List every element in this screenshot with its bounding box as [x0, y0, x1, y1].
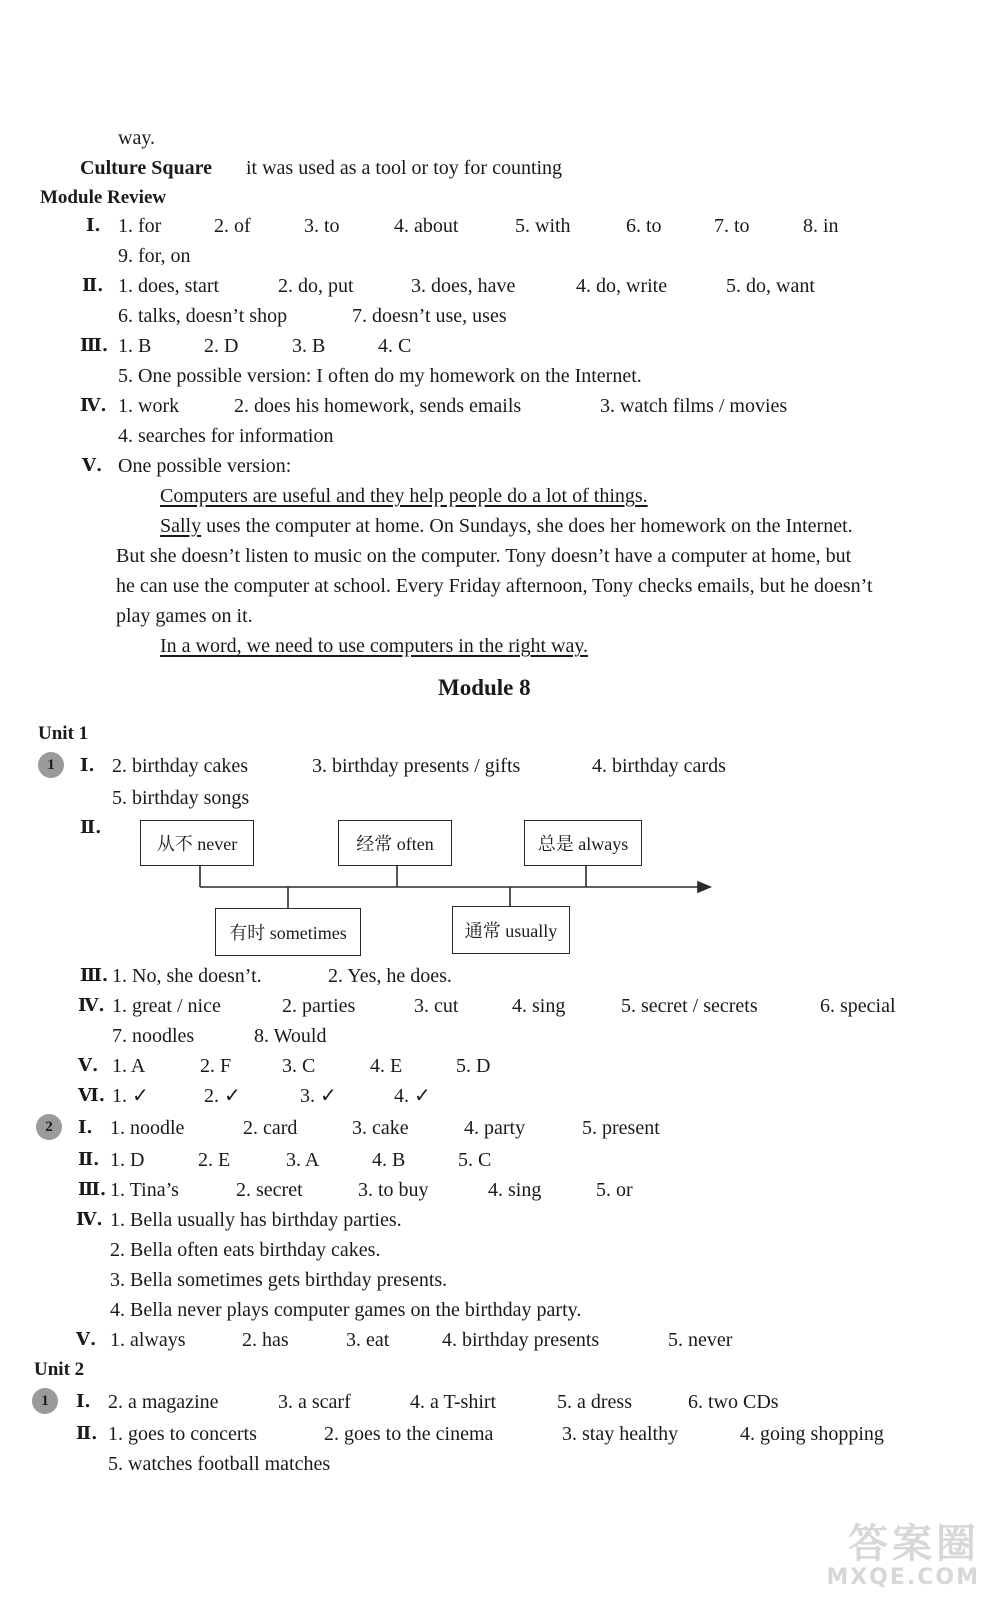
answer: 2. D — [204, 335, 239, 357]
answer: 5. One possible version: I often do my homework on the Internet. — [118, 365, 642, 387]
answer: 8. in — [803, 215, 839, 237]
section-number: Ⅱ. — [78, 1149, 100, 1170]
answer: 4. C — [378, 335, 412, 357]
section-number: Ⅱ. — [82, 275, 104, 296]
answer: 2. ✓ — [204, 1085, 241, 1107]
culture-square-label: Culture Square — [80, 157, 213, 179]
answer: 3. birthday presents / gifts — [312, 755, 521, 777]
answer: 4. about — [394, 215, 459, 237]
answer: 3. B — [292, 335, 326, 357]
section-number: Ⅱ. — [76, 1423, 98, 1444]
answer: 3. cake — [352, 1117, 409, 1139]
watermark-logo — [826, 1522, 980, 1590]
essay-line: Computers are useful and they help people do a lot of things. — [160, 485, 648, 507]
answer: 3. C — [282, 1055, 316, 1077]
essay-line: In a word, we need to use computers in the right way. — [160, 635, 589, 657]
answer: 3. to — [304, 215, 340, 237]
answer: 1. always — [110, 1329, 186, 1351]
answer: 3. cut — [414, 995, 459, 1017]
module-review-heading: Module Review — [40, 187, 167, 208]
answer: 1. ✓ — [112, 1085, 149, 1107]
answer: 5. C — [458, 1149, 492, 1171]
answer: 3. stay healthy — [562, 1423, 679, 1445]
answer: 1. D — [110, 1149, 145, 1171]
answer: 5. never — [668, 1329, 733, 1351]
answer: 5. present — [582, 1117, 660, 1139]
section-number: Ⅰ. — [80, 755, 95, 776]
answer: 6. talks, doesn’t shop — [118, 305, 288, 327]
answer: 4. sing — [488, 1179, 542, 1201]
answer: 1. Bella usually has birthday parties. — [110, 1209, 402, 1231]
answer: 5. do, want — [726, 275, 815, 297]
arrow-head-icon — [698, 882, 710, 892]
answer: 4. birthday cards — [592, 755, 726, 777]
answer: 1. A — [112, 1055, 146, 1077]
answer: 2. Yes, he does. — [328, 965, 452, 987]
answer: 3. a scarf — [278, 1391, 351, 1413]
answer: 2. parties — [282, 995, 356, 1017]
answer: 6. two CDs — [688, 1391, 779, 1413]
answer: 9. for, on — [118, 245, 191, 267]
answer: 5. birthday songs — [112, 787, 250, 809]
answer: 2. Bella often eats birthday cakes. — [110, 1239, 381, 1261]
carry-over-line: way. — [118, 127, 156, 149]
essay-underlined-word: Sally — [160, 515, 202, 537]
section-number: Ⅲ. — [80, 965, 109, 986]
section-number: Ⅵ. — [78, 1085, 105, 1106]
answer: 2. E — [198, 1149, 231, 1171]
answer: 1. Tina’s — [110, 1179, 179, 1201]
answer: 5. or — [596, 1179, 633, 1201]
answer: 1. for — [118, 215, 162, 237]
unit-heading: Unit 2 — [34, 1359, 85, 1380]
answer: 4. ✓ — [394, 1085, 431, 1107]
answer: 2. has — [242, 1329, 289, 1351]
answer: 2. birthday cakes — [112, 755, 249, 777]
answer: 4. Bella never plays computer games on the birthday party. — [110, 1299, 582, 1321]
answer: 2. do, put — [278, 275, 354, 297]
answer: 2. of — [214, 215, 251, 237]
essay-line: play games on it. — [116, 605, 253, 627]
answer: 1. No, she doesn’t. — [112, 965, 262, 987]
answer: 4. sing — [512, 995, 566, 1017]
answer: 4. do, write — [576, 275, 668, 297]
answer: 3. A — [286, 1149, 320, 1171]
essay-line: he can use the computer at school. Every Friday afternoon, Tony checks emails, but he doesn’t — [116, 575, 873, 597]
answer: 6. special — [820, 995, 896, 1017]
answer: 4. going shopping — [740, 1423, 884, 1445]
watermark-text: 答案圈 — [848, 1521, 980, 1567]
answer: 2. does his homework, sends emails — [234, 395, 522, 417]
frequency-box-sometimes: 有时 sometimes — [215, 908, 361, 956]
answer: 4. searches for information — [118, 425, 334, 447]
frequency-box-often: 经常 often — [338, 820, 452, 866]
answer: 7. noodles — [112, 1025, 195, 1047]
period-badge-icon: 1 — [32, 1388, 58, 1414]
watermark-url: MXQE.COM — [826, 1565, 980, 1590]
section-number: Ⅰ. — [86, 215, 101, 236]
answer: 3. eat — [346, 1329, 390, 1351]
answer: 7. to — [714, 215, 750, 237]
answer: 4. B — [372, 1149, 406, 1171]
answer-intro: One possible version: — [118, 455, 292, 477]
answer: 2. secret — [236, 1179, 303, 1201]
section-number: Ⅰ. — [78, 1117, 93, 1138]
answer: 2. card — [243, 1117, 298, 1139]
answer: 5. watches football matches — [108, 1453, 331, 1475]
section-number: Ⅲ. — [78, 1179, 107, 1200]
answer: 6. to — [626, 215, 662, 237]
answer: 2. goes to the cinema — [324, 1423, 494, 1445]
section-number: Ⅳ. — [76, 1209, 103, 1230]
essay-line: But she doesn’t listen to music on the computer. Tony doesn’t have a computer at home, but — [116, 545, 852, 567]
answer: 1. B — [118, 335, 152, 357]
period-badge-icon: 1 — [38, 752, 64, 778]
unit-heading: Unit 1 — [38, 723, 89, 744]
section-number: Ⅰ. — [76, 1391, 91, 1412]
section-number: Ⅴ. — [76, 1329, 97, 1350]
period-badge-icon: 2 — [36, 1114, 62, 1140]
frequency-box-never: 从不 never — [140, 820, 254, 866]
answer: 4. E — [370, 1055, 403, 1077]
answer: 1. goes to concerts — [108, 1423, 257, 1445]
answer: 4. party — [464, 1117, 526, 1139]
essay-text: uses the computer at home. On Sundays, she does her homework on the Internet. — [201, 515, 853, 537]
answer: 3. ✓ — [300, 1085, 337, 1107]
section-number: Ⅴ. — [82, 455, 103, 476]
answer: 1. work — [118, 395, 180, 417]
section-number: Ⅲ. — [80, 335, 109, 356]
culture-square-answer: it was used as a tool or toy for counting — [246, 157, 563, 179]
answer: 8. Would — [254, 1025, 327, 1047]
answer: 1. does, start — [118, 275, 220, 297]
answer: 2. F — [200, 1055, 232, 1077]
answer: 1. great / nice — [112, 995, 221, 1017]
answer: 7. doesn’t use, uses — [352, 305, 507, 327]
answer: 1. noodle — [110, 1117, 185, 1139]
answer: 4. a T-shirt — [410, 1391, 497, 1413]
answer: 5. secret / secrets — [621, 995, 758, 1017]
answer: 3. does, have — [411, 275, 516, 297]
module-title: Module 8 — [438, 675, 531, 700]
frequency-box-usually: 通常 usually — [452, 906, 570, 954]
answer: 2. a magazine — [108, 1391, 219, 1413]
answer: 3. watch films / movies — [600, 395, 788, 417]
section-number: Ⅳ. — [78, 995, 105, 1016]
answer: 3. Bella sometimes gets birthday presents. — [110, 1269, 448, 1291]
section-number: Ⅳ. — [80, 395, 107, 416]
answer: 5. a dress — [557, 1391, 632, 1413]
answer: 5. with — [515, 215, 571, 237]
section-number: Ⅱ. — [80, 817, 102, 838]
answer: 3. to buy — [358, 1179, 429, 1201]
frequency-box-always: 总是 always — [524, 820, 642, 866]
answer: 5. D — [456, 1055, 491, 1077]
section-number: Ⅴ. — [78, 1055, 99, 1076]
answer: 4. birthday presents — [442, 1329, 600, 1351]
